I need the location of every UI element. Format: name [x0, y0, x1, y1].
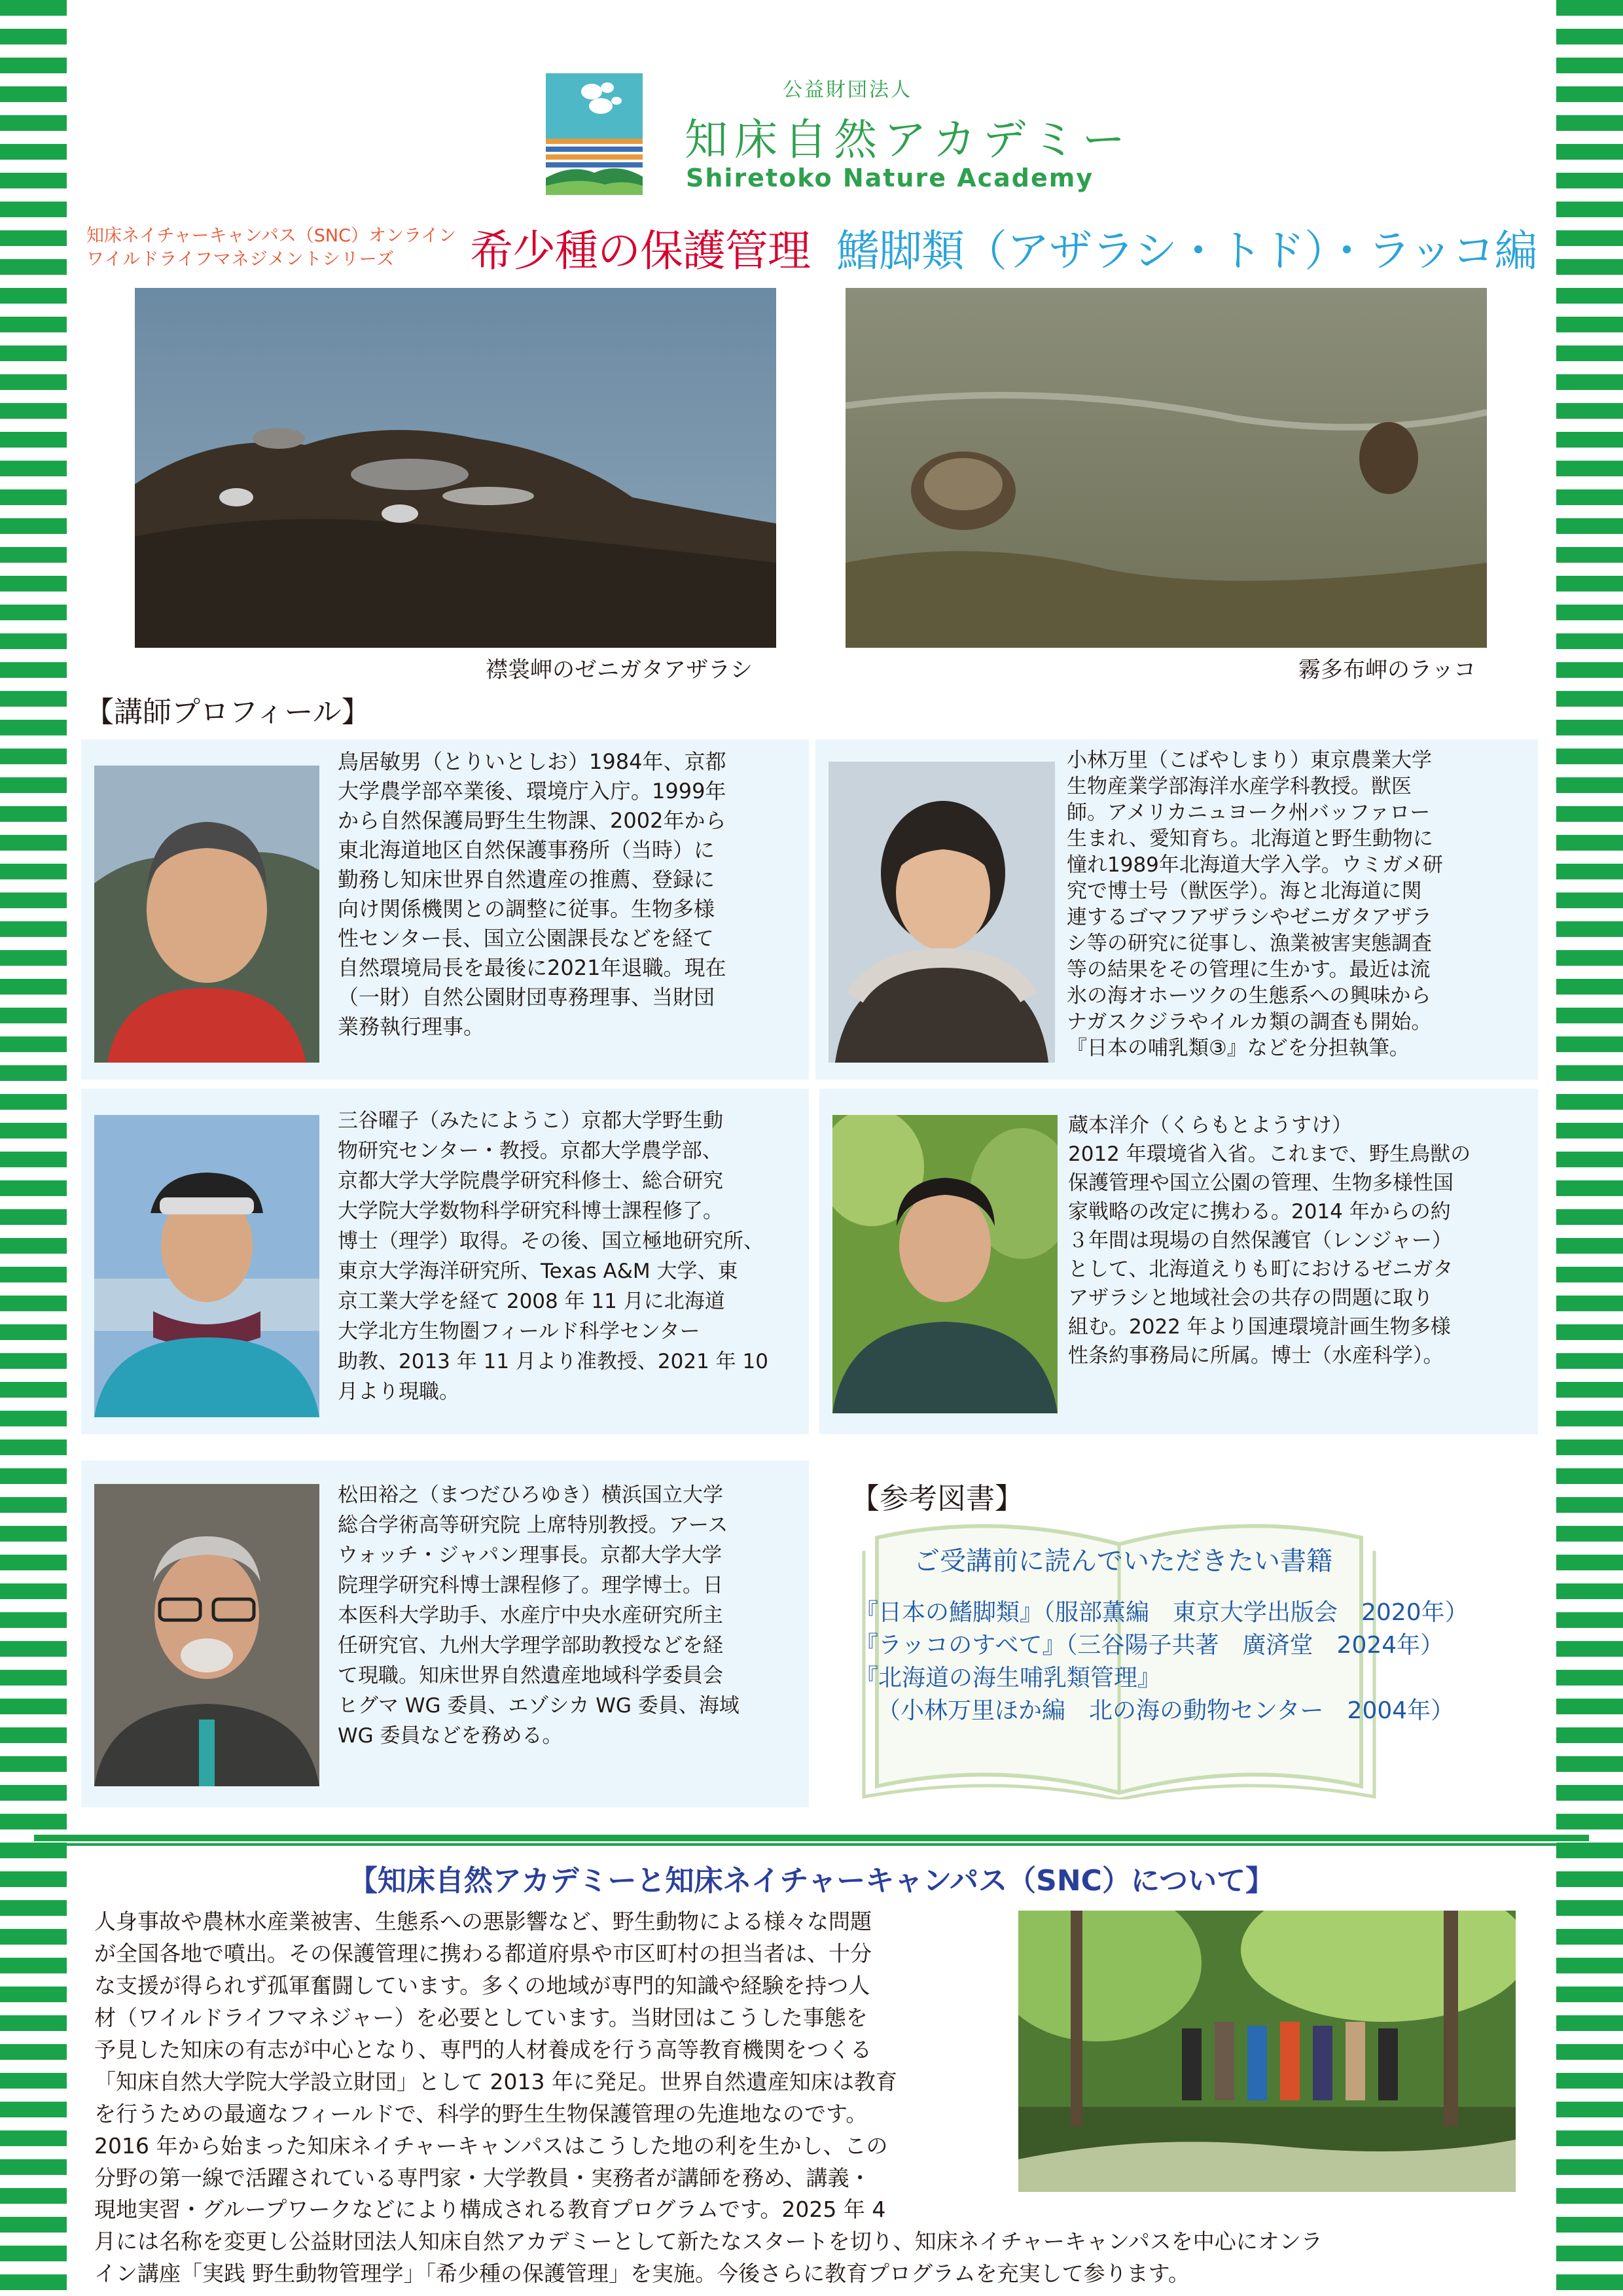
- bio-line: 小林万里（こばやしまり）東京農業大学: [1067, 749, 1432, 772]
- kobayashi-portrait: [829, 762, 1055, 1063]
- bio-line: アザラシと地域社会の共存の問題に取り: [1068, 1286, 1433, 1310]
- about-line: 2016 年から始まった知床ネイチャーキャンパスはこうした地の利を生かし、この: [94, 2133, 888, 2159]
- bio-line: 東京大学海洋研究所、Texas A&M 大学、東: [338, 1260, 738, 1283]
- torii-bio: [338, 747, 797, 1042]
- bio-line: ３年間は現場の自然保護官（レンジャー）: [1068, 1229, 1452, 1252]
- about-line: 月には名称を変更し公益財団法人知床自然アカデミーとして新たなスタートを切り、知床ネイチャーキャンパスを中心にオンラ: [94, 2229, 1323, 2254]
- bio-line: 家戦略の改定に携わる。2014 年からの約: [1068, 1200, 1451, 1224]
- kobayashi-bio: [1067, 747, 1525, 1061]
- about-line: 「知床自然大学院大学設立財団」として 2013 年に発足。世界自然遺産知床は教育: [94, 2069, 897, 2094]
- about-line: 人身事故や農林水産業被害、生態系への悪影響など、野生動物による様々な問題: [94, 1909, 872, 1934]
- series-line-2: ワイルドライフマネジメントシリーズ: [86, 249, 395, 270]
- bio-line: 保護管理や国立公園の管理、生物多様性国: [1068, 1171, 1454, 1195]
- academy-logo: [546, 73, 643, 195]
- matsuda-portrait: [94, 1484, 319, 1786]
- bio-line: 三谷曜子（みたにようこ）京都大学野生動: [338, 1109, 723, 1133]
- mitani-bio: [338, 1106, 798, 1407]
- profile-card-mitani: [81, 1089, 809, 1434]
- bio-line: 蔵本洋介（くらもとようすけ）: [1068, 1114, 1352, 1137]
- reference-item: （小林万里ほか編 北の海の動物センター 2004年）: [877, 1697, 1455, 1724]
- about-line: 材（ワイルドライフマネジャー）を必要としています。当財団はこうした事態を: [94, 2005, 868, 2030]
- kuramoto-bio: [1068, 1111, 1527, 1370]
- section-divider-thin: [67, 1843, 1556, 1846]
- bio-line: 業務執行理事。: [338, 1014, 485, 1039]
- bio-line: 連するゴマフアザラシやゼニガタアザラ: [1067, 906, 1432, 929]
- bio-line: 究で博士号（獣医学）。海と北海道に関: [1067, 879, 1422, 903]
- org-type: 公益財団法人: [783, 79, 912, 101]
- kuramoto-portrait: [832, 1115, 1058, 1413]
- bio-line: 『日本の哺乳類③』などを分担執筆。: [1067, 1036, 1410, 1060]
- field-class-photo: [1018, 1911, 1516, 2192]
- bio-line: 東北海道地区自然保護事務所（当時）に: [338, 838, 715, 862]
- profile-card-kobayashi: [815, 739, 1538, 1080]
- bio-line: 勤務し知床世界自然遺産の推薦、登録に: [338, 867, 715, 892]
- about-line: が全国各地で噴出。その保護管理に携わる都道府県や市区町村の担当者は、十分: [94, 1941, 872, 1966]
- reference-item: 『北海道の海生哺乳類管理』: [855, 1665, 1162, 1691]
- bio-line: 2012 年環境省入省。これまで、野生鳥獣の: [1068, 1142, 1471, 1166]
- sea-otter-photo: [846, 288, 1487, 648]
- profiles-heading: 【講師プロフィール】: [85, 696, 370, 729]
- section-divider: [34, 1835, 1589, 1841]
- about-line: 予見した知床の有志が中心となり、専門的人材養成を行う高等教育機関をつくる: [94, 2037, 872, 2062]
- bio-line: 大学北方生物圏フィールド科学センター: [338, 1320, 700, 1343]
- bio-line: て現職。知床世界自然遺産地域科学委員会: [338, 1664, 723, 1687]
- bio-line: として、北海道えりも町におけるゼニガタ: [1068, 1258, 1454, 1281]
- about-heading: 【知床自然アカデミーと知床ネイチャーキャンパス（SNC）について】: [348, 1864, 1275, 1898]
- title-part-2: 鰭脚類（アザラシ・トド）・ラッコ編: [836, 226, 1537, 276]
- mitani-portrait: [94, 1115, 319, 1417]
- bio-line: 鳥居敏男（とりいとしお）1984年、京都: [338, 749, 726, 774]
- about-body: [94, 1905, 979, 2194]
- bio-line: 物研究センター・教授。京都大学農学部、: [338, 1139, 722, 1163]
- bio-line: 自然環境局長を最後に2021年退職。現在: [338, 955, 726, 980]
- bio-line: 性条約事務局に所属。博士（水産科学）。: [1068, 1344, 1444, 1368]
- seal-photo: [135, 288, 776, 648]
- matsuda-bio: [338, 1480, 798, 1751]
- bio-line: 博士（理学）取得。その後、国立極地研究所、: [338, 1229, 764, 1253]
- bio-line: 本医科大学助手、水産庁中央水産研究所主: [338, 1604, 723, 1627]
- torii-portrait: [94, 766, 319, 1063]
- bio-line: 憧れ1989年北海道大学入学。ウミガメ研: [1067, 853, 1443, 877]
- right-stripe-border: [1556, 0, 1623, 2296]
- bio-line: シ等の研究に従事し、漁業被害実態調査: [1067, 932, 1432, 955]
- about-body-full: [94, 2193, 1534, 2289]
- profile-card-kuramoto: [819, 1089, 1538, 1434]
- bio-line: 任研究官、九州大学理学部助教授などを経: [338, 1634, 723, 1657]
- reference-item: 『日本の鰭脚類』（服部薫編 東京大学出版会 2020年）: [855, 1599, 1469, 1626]
- references-intro: ご受講前に読んでいただきたい書籍: [914, 1546, 1332, 1576]
- bio-line: 氷の海オホーツクの生態系への興味から: [1067, 984, 1431, 1008]
- title-part-1: 希少種の保護管理: [470, 226, 810, 276]
- bio-line: 京都大学大学院農学研究科修士、総合研究: [338, 1169, 723, 1193]
- left-stripe-border: [0, 0, 67, 2296]
- bio-line: から自然保護局野生生物課、2002年から: [338, 808, 726, 833]
- bio-line: ナガスクジラやイルカ類の調査も開始。: [1067, 1010, 1432, 1034]
- bio-line: 生まれ、愛知育ち。北海道と野生動物に: [1067, 827, 1433, 851]
- sea-otter-photo-caption: 霧多布岬のラッコ: [1298, 657, 1476, 683]
- references-heading: 【参考図書】: [851, 1482, 1024, 1515]
- reference-item: 『ラッコのすべて』（三谷陽子共著 廣済堂 2024年）: [855, 1632, 1444, 1659]
- bio-line: ヒグマ WG 委員、エゾシカ WG 委員、海域: [338, 1694, 740, 1718]
- bio-line: 等の結果をその管理に生かす。最近は流: [1067, 958, 1431, 981]
- bio-line: 大学農学部卒業後、環境庁入庁。1999年: [338, 779, 726, 804]
- bio-line: 月より現職。: [338, 1380, 459, 1404]
- about-line: 分野の第一線で活躍されている専門家・大学教員・実務者が講師を務め、講義・: [94, 2165, 871, 2191]
- bio-line: （一財）自然公園財団専務理事、当財団: [338, 985, 715, 1010]
- bio-line: ウォッチ・ジャパン理事長。京都大学大学: [338, 1544, 722, 1567]
- about-line: を行うための最適なフィールドで、科学的野生生物保護管理の先進地なのです。: [94, 2101, 868, 2127]
- seal-photo-caption: 襟裳岬のゼニガタアザラシ: [486, 657, 753, 683]
- about-line: 現地実習・グループワークなどにより構成される教育プログラムです。2025 年 4: [94, 2197, 886, 2222]
- bio-line: WG 委員などを務める。: [338, 1724, 563, 1748]
- bio-line: 性センター長、国立公園課長などを経て: [338, 926, 714, 951]
- bio-line: 助教、2013 年 11 月より准教授、2021 年 10: [338, 1350, 768, 1373]
- profile-card-matsuda: [81, 1460, 809, 1807]
- bio-line: 組む。2022 年より国連環境計画生物多様: [1068, 1315, 1451, 1339]
- bio-line: 院理学研究科博士課程修了。理学博士。日: [338, 1574, 723, 1597]
- bio-line: 松田裕之（まつだひろゆき）横浜国立大学: [338, 1483, 723, 1507]
- profile-card-torii: [81, 739, 809, 1080]
- bio-line: 総合学術高等研究院 上席特別教授。アース: [338, 1513, 728, 1537]
- org-name-en: Shiretoko Nature Academy: [686, 164, 1094, 192]
- about-line: イン講座「実践 野生動物管理学」「希少種の保護管理」を実施。今後さらに教育プログラムを充実して参ります。: [94, 2261, 1190, 2286]
- series-line-1: 知床ネイチャーキャンパス（SNC）オンライン: [86, 226, 457, 246]
- bio-line: 生物産業学部海洋水産学科教授。獣医: [1067, 775, 1412, 798]
- bio-line: 大学院大学数物科学研究科博士課程修了。: [338, 1199, 723, 1223]
- bio-line: 京工業大学を経て 2008 年 11 月に北海道: [338, 1290, 725, 1313]
- bio-line: 師。アメリカニュヨーク州バッファロー: [1067, 801, 1431, 824]
- about-line: な支援が得られず孤軍奮闘しています。多くの地域が専門的知識や経験を持つ人: [94, 1973, 870, 1998]
- org-name-jp: 知床自然アカデミー: [685, 115, 1132, 165]
- bio-line: 向け関係機関との調整に従事。生物多様: [338, 896, 715, 921]
